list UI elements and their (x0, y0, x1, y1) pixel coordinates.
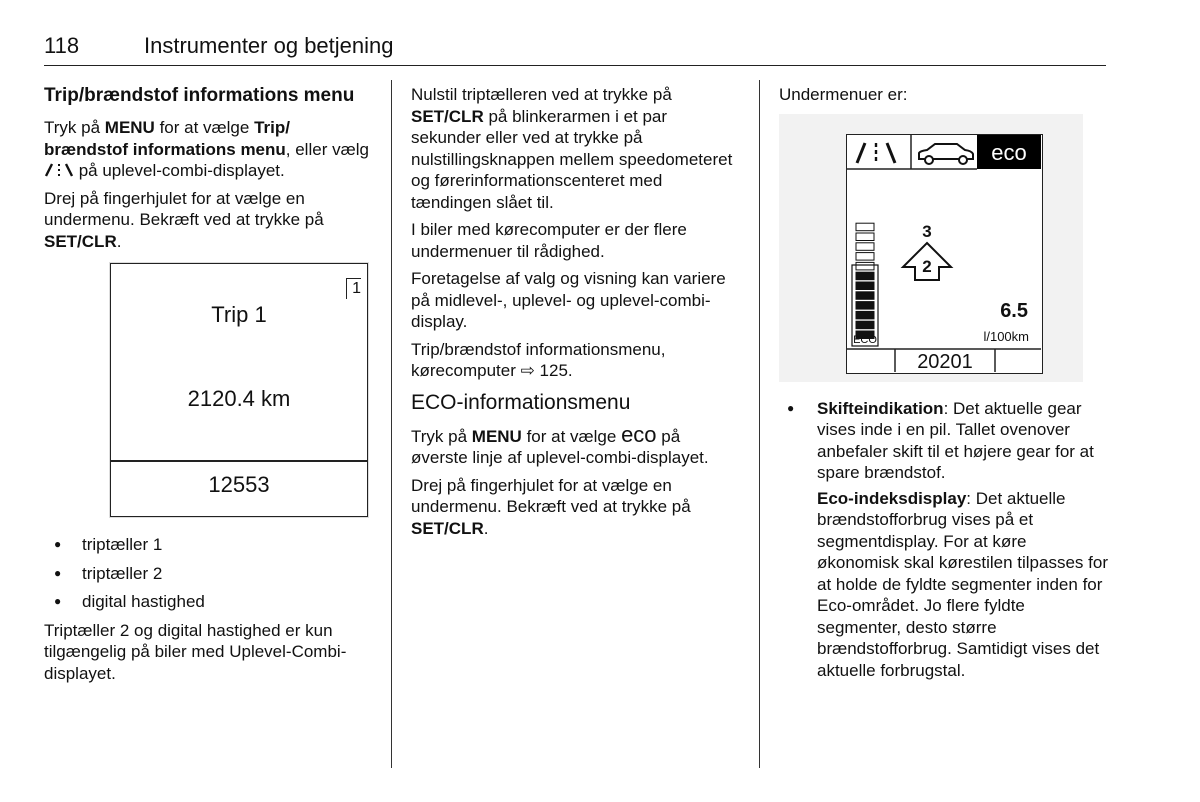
trip-title: Trip 1 (211, 302, 267, 327)
fuel-consumption: 6.5 (1000, 299, 1028, 322)
list-item: ● triptæller 2 (44, 563, 374, 585)
trip-display-panel (110, 263, 368, 517)
eco-segment-empty (856, 242, 874, 250)
road-icon (857, 143, 895, 163)
paragraph: Drej på fingerhjulet for at vælge en undermenu. Bekræft ved at trykke på SET/CLR. (44, 188, 324, 251)
car-icon (919, 144, 973, 164)
eco-display-figure (779, 114, 1083, 382)
paragraph: Tryk på MENU for at vælge Trip/ brændstof informations menu, eller vælg på uplevel-combi-displayet. (44, 118, 369, 180)
eco-tab-label: eco (991, 139, 1027, 165)
trip-display-figure (109, 262, 369, 518)
eco-segment-bar (856, 223, 874, 338)
consumption-unit: l/100km (983, 328, 1029, 344)
eco-word: eco (621, 421, 657, 447)
paragraph: I biler med kørecomputer er der flere undermenuer til rådighed. (411, 220, 687, 261)
list-item: ● Skifteindikation: Det aktuelle gear vises inde i en pil. Tallet ovenover anbefaler skift til et højere gear for at spare brændstof. (779, 398, 1109, 484)
section-heading-trip: Trip/brændstof informations menu (44, 85, 355, 106)
paragraph: Undermenuer er: (779, 85, 908, 104)
eco-segment-filled (856, 311, 874, 319)
eco-segment-empty (856, 233, 874, 241)
page-indicator: 1 (346, 278, 361, 299)
eco-display-graphic (847, 135, 1041, 372)
odometer: 12553 (208, 472, 270, 497)
paragraph: Triptæller 2 og digital hastighed er kun tilgængelig på biler med Uplevel-Combi-displayet. (44, 620, 347, 683)
trip-distance: 2120.4 km (187, 386, 291, 411)
paragraph: Drej på fingerhjulet for at vælge en undermenu. Bekræft ved at trykke på SET/CLR. (411, 475, 691, 538)
paragraph: Eco-indeksdisplay: Det aktuelle brændstofforbrug vises på et segmentdisplay. For at køre økonomisk skal kørestilen tilpasses for at holde de fyldte segmenter inden for Eco-området. Jo flere fyldte segmenter, desto større brændstofforbrug. Samtidigt vises det aktuelle forbrugstal. (817, 488, 1108, 680)
current-gear: 2 (922, 256, 932, 276)
paragraph: Tryk på MENU for at vælge eco på øverste linje af uplevel-combi-displayet. (411, 421, 709, 467)
divider (111, 460, 367, 462)
page-number: 118 (44, 33, 80, 58)
paragraph: Foretagelse af valg og visning kan variere på midlevel-, uplevel- og uplevel-combi-display. (411, 269, 726, 331)
trip-options-list (44, 534, 374, 613)
eco-segment-empty (856, 223, 874, 231)
eco-segment-filled (856, 272, 874, 280)
column-divider (759, 80, 760, 768)
odometer: 20201 (917, 350, 973, 372)
recommended-gear: 3 (922, 221, 932, 241)
eco-display-panel (846, 134, 1043, 374)
eco-segment-empty (856, 252, 874, 260)
column-1 (44, 84, 374, 690)
list-item: ● triptæller 1 (44, 534, 374, 556)
section-heading-eco: ECO-informationsmenu (411, 390, 631, 414)
list-item: ● digital hastighed (44, 591, 374, 613)
column-divider (391, 80, 392, 768)
page-header (44, 33, 1106, 66)
road-icon (44, 163, 74, 177)
eco-submenu-list (779, 398, 1109, 484)
cross-reference: Trip/brændstof informationsmenu, kørecomputer ⇨ 125. (411, 339, 666, 380)
eco-segment-filled (856, 321, 874, 329)
eco-segment-filled (856, 301, 874, 309)
chapter-title: Instrumenter og betjening (144, 33, 394, 58)
column-3 (779, 84, 1109, 687)
eco-segment-filled (856, 282, 874, 290)
eco-area-label: ECO (853, 333, 877, 346)
column-2 (411, 84, 741, 545)
paragraph: Nulstil triptælleren ved at trykke på SET/CLR på blinkerarmen i et par sekunder eller ved at trykke på nulstillingsknappen mellem speedometeret og førerinformationscenteret med tændingen slået til. (411, 85, 733, 212)
eco-segment-filled (856, 291, 874, 299)
eco-segment-empty (856, 262, 874, 270)
